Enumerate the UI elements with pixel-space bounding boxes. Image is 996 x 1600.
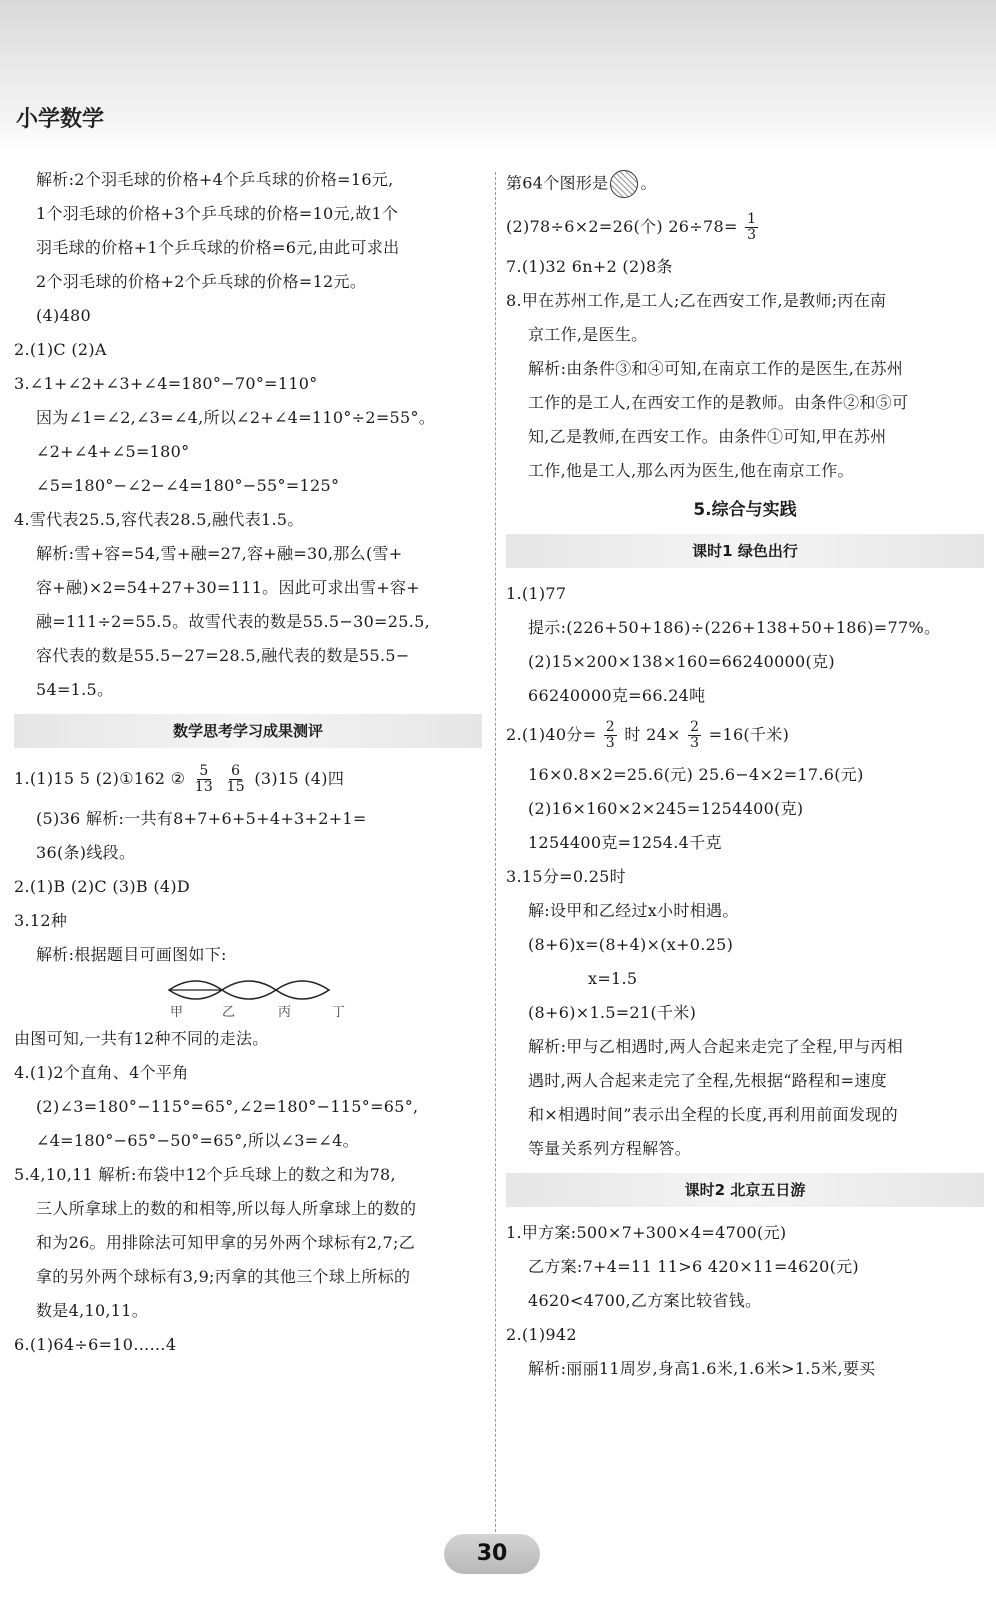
text-line: 三人所拿球上的数的和相等,所以每人所拿球上的数的: [36, 1199, 417, 1218]
lesson-heading: 课时1 绿色出行: [506, 534, 984, 568]
text-line: 解析:根据题目可画图如下:: [36, 945, 227, 964]
test-answer-1: [14, 764, 482, 795]
route-label-d: 丁: [332, 1005, 346, 1020]
text-line: 解析:由条件③和④可知,在南京工作的是医生,在苏州: [528, 359, 904, 378]
chapter-heading: 5.综合与实践: [693, 500, 797, 520]
page-number: 30: [444, 1534, 540, 1574]
route-diagram: [14, 975, 482, 1021]
text-line: 遇时,两人合起来走完了全程,先根据“路程和=速度: [528, 1071, 887, 1090]
route-label-c: 丙: [278, 1005, 292, 1020]
text-line: 2个羽毛球的价格+2个乒乓球的价格=12元。: [36, 272, 367, 291]
text-line: 解析:雪+容=54,雪+融=27,容+融=30,那么(雪+: [36, 544, 403, 563]
section-heading: 数学思考学习成果测评: [14, 714, 482, 748]
text-line: 知,乙是教师,在西安工作。由条件①可知,甲在苏州: [528, 427, 887, 446]
route-arcs: [164, 975, 334, 1005]
book-title: 小学数学: [16, 107, 105, 132]
numerator: 1: [747, 211, 757, 227]
text-line: 工作,他是工人,那么丙为医生,他在南京工作。: [528, 461, 854, 480]
test-answer-4: 4.(1)2个直角、4个平角: [14, 1063, 189, 1082]
fraction: [193, 764, 215, 795]
text-span: (2)78÷6×2=26(个) 26÷78=: [506, 217, 738, 236]
numerator: 2: [605, 719, 616, 735]
text-line: 1个羽毛球的价格+3个乒乓球的价格=10元,故1个: [36, 204, 399, 223]
numerator: 6: [231, 763, 241, 779]
right-column: [506, 170, 984, 1393]
text-span: 1.(1)15 5 (2)①162 ②: [14, 769, 186, 788]
lesson-answer-2: [506, 720, 984, 751]
answer-4: 4.雪代表25.5,容代表28.5,融代表1.5。: [14, 510, 304, 529]
lesson-heading: 课时2 北京五日游: [506, 1173, 984, 1207]
denominator: 3: [747, 227, 757, 243]
text-line: (8+6)×1.5=21(千米): [528, 1003, 697, 1022]
text-line: 工作的是工人,在西安工作的是教师。由条件②和⑤可: [528, 393, 909, 412]
text-line: ∠4=180°−65°−50°=65°,所以∠3=∠4。: [36, 1131, 359, 1150]
text-line: (8+6)x=(8+4)×(x+0.25): [528, 935, 734, 954]
text-span: 2.(1)40分=: [506, 725, 597, 744]
text-line: 解析:甲与乙相遇时,两人合起来走完了全程,甲与丙相: [528, 1037, 904, 1056]
numerator: 2: [690, 719, 700, 735]
text-line: (2)16×160×2×245=1254400(克): [528, 799, 804, 818]
denominator: 13: [194, 779, 214, 795]
text-line: 羽毛球的价格+1个乒乓球的价格=6元,由此可求出: [36, 238, 400, 257]
text-line: 等量关系列方程解答。: [528, 1139, 692, 1158]
text-line: (5)36 解析:一共有8+7+6+5+4+3+2+1=: [36, 809, 367, 828]
text-span: =16(千米): [708, 725, 790, 744]
text-line: 解析:丽丽11周岁,身高1.6米,1.6米>1.5米,要买: [528, 1359, 876, 1378]
text-line: 36(条)线段。: [36, 843, 136, 862]
numerator: 5: [199, 763, 209, 779]
text-line: [506, 212, 984, 243]
left-column: [14, 170, 482, 1369]
lesson2-answer-2: 2.(1)942: [506, 1325, 577, 1344]
column-divider: [495, 172, 496, 1572]
text-line: (2)∠3=180°−115°=65°,∠2=180°−115°=65°,: [36, 1097, 419, 1116]
denominator: 3: [605, 735, 616, 751]
text-line: 解:设甲和乙经过x小时相遇。: [528, 901, 739, 920]
text-line: 4620<4700,乙方案比较省钱。: [528, 1291, 762, 1310]
test-answer-6: 6.(1)64÷6=10……4: [14, 1335, 177, 1354]
text-line: ∠2+∠4+∠5=180°: [36, 442, 190, 461]
text-line: 66240000克=66.24吨: [528, 686, 706, 705]
fraction: [604, 720, 617, 751]
answer-2: 2.(1)C (2)A: [14, 340, 107, 359]
text-line: 和×相遇时间”表示出全程的长度,再利用前面发现的: [528, 1105, 898, 1124]
text-span: (3)15 (4)四: [254, 769, 345, 788]
text-line: 1254400克=1254.4千克: [528, 833, 722, 852]
test-answer-5: 5.4,10,11 解析:布袋中12个乒乓球上的数之和为78,: [14, 1165, 396, 1184]
answer-7: 7.(1)32 6n+2 (2)8条: [506, 257, 673, 276]
text-line: x=1.5: [588, 969, 638, 988]
route-label-b: 乙: [222, 1005, 236, 1020]
text-line: 解析:2个羽毛球的价格+4个乒乓球的价格=16元,: [36, 170, 394, 189]
text-line: 提示:(226+50+186)÷(226+138+50+186)=77%。: [528, 618, 941, 637]
text-span: 。: [640, 173, 657, 193]
text-line: 和为26。用排除法可知甲拿的另外两个球标有2,7;乙: [36, 1233, 415, 1252]
text-line: 因为∠1=∠2,∠3=∠4,所以∠2+∠4=110°÷2=55°。: [36, 408, 436, 427]
text-line: 拿的另外两个球标有3,9;丙拿的其他三个球上所标的: [36, 1267, 411, 1286]
fraction: [225, 764, 247, 795]
text-line: (2)15×200×138×160=66240000(克): [528, 652, 835, 671]
lesson-answer-3: 3.15分=0.25时: [506, 867, 626, 886]
denominator: 3: [690, 735, 700, 751]
route-label-a: 甲: [170, 1005, 184, 1020]
text-line: 乙方案:7+4=11 11>6 420×11=4620(元): [528, 1257, 859, 1276]
test-answer-2: 2.(1)B (2)C (3)B (4)D: [14, 877, 191, 896]
lesson2-answer-1: 1.甲方案:500×7+300×4=4700(元): [506, 1223, 787, 1242]
lesson-answer-1: 1.(1)77: [506, 584, 567, 603]
text-line: 数是4,10,11。: [36, 1301, 149, 1320]
text-span: 时 24×: [624, 725, 681, 744]
text-line: 京工作,是医生。: [528, 325, 648, 344]
figure-answer: [506, 170, 984, 198]
denominator: 15: [226, 779, 245, 795]
text-line: ∠5=180°−∠2−∠4=180°−55°=125°: [36, 476, 340, 495]
fraction: [688, 720, 701, 751]
answer-3: 3.∠1+∠2+∠3+∠4=180°−70°=110°: [14, 374, 318, 393]
answer-8: 8.甲在苏州工作,是工人;乙在西安工作,是教师;丙在南: [506, 291, 887, 310]
fraction: [745, 212, 758, 243]
text-line: 由图可知,一共有12种不同的走法。: [14, 1029, 269, 1048]
text-line: 54=1.5。: [36, 680, 114, 699]
text-line: 容+融)×2=54+27+30=111。因此可求出雪+容+: [36, 578, 420, 597]
text-line: 融=111÷2=55.5。故雪代表的数是55.5−30=25.5,: [36, 612, 430, 631]
hatched-circle-icon: [610, 170, 638, 198]
text-line: 容代表的数是55.5−27=28.5,融代表的数是55.5−: [36, 646, 410, 665]
text-line: (4)480: [36, 306, 92, 325]
test-answer-3: 3.12种: [14, 911, 68, 930]
text-line: 16×0.8×2=25.6(元) 25.6−4×2=17.6(元): [528, 765, 864, 784]
header-banner: [0, 0, 996, 150]
text-span: 第64个图形是: [506, 173, 609, 193]
